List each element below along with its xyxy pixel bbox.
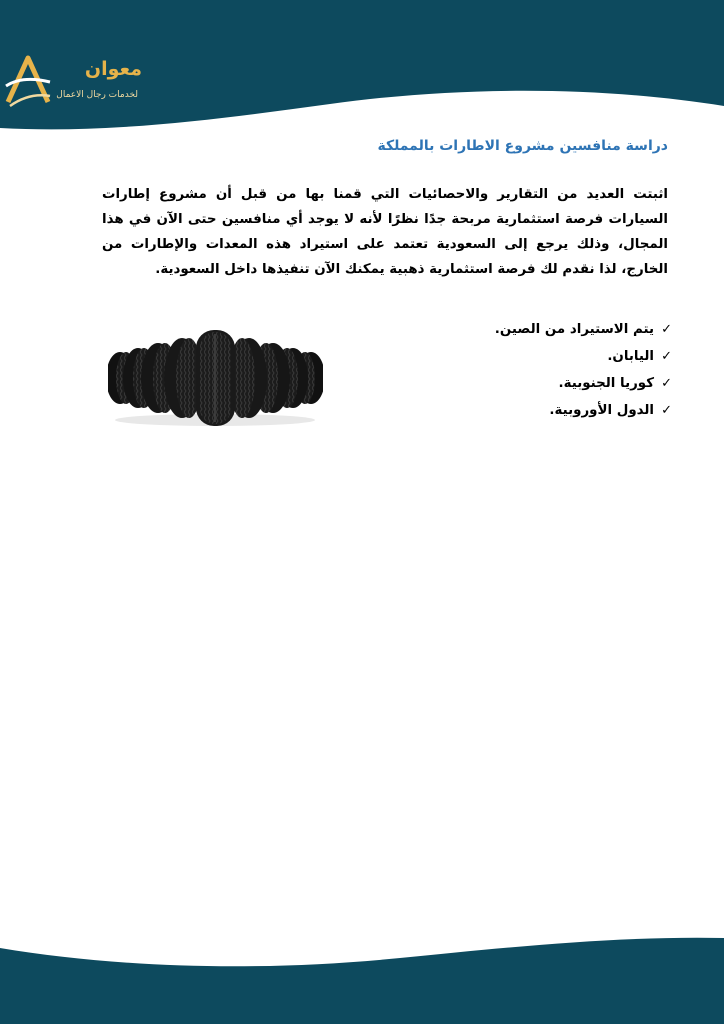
- brand-name: معوان: [84, 58, 142, 80]
- tyres-image: [108, 316, 323, 440]
- tyre-center: [196, 330, 235, 426]
- section-title: دراسة منافسين مشروع الاطارات بالمملكة: [377, 138, 668, 154]
- brand-tagline: لخدمات رجال الاعمال: [56, 90, 138, 100]
- list-item-text: الدول الأوروبية.: [549, 403, 654, 418]
- intro-paragraph: اثبتت العديد من التقارير والاحصائيات التي قمنا بها من قبل أن مشروع إطارات السيارات فرصة استثمارية مربحة جدًا نظرًا لأنه لا يوجد أي منافسين حتى الآن في هذا المجال، وذلك يرجع إلى السعودية تعتمد على استيراد هذه المعدات والإطارات من الخارج، لذا نقدم لك فرصة استثمارية ذهبية يمكنك الآن تنفيذها داخل السعودية.: [102, 187, 668, 277]
- check-icon: ✓: [661, 403, 672, 418]
- list-item: [372, 370, 672, 397]
- list-item: [372, 343, 672, 370]
- check-icon: ✓: [661, 349, 672, 364]
- list-item: [372, 316, 672, 343]
- import-sources-list: [372, 316, 672, 424]
- check-icon: ✓: [661, 376, 672, 391]
- brand-logo: [4, 50, 144, 112]
- list-item-text: كوريا الجنوبية.: [558, 376, 654, 391]
- footer-wave: [0, 914, 724, 1024]
- list-item: [372, 397, 672, 424]
- check-icon: ✓: [661, 322, 672, 337]
- list-item-text: يتم الاستيراد من الصين.: [494, 322, 654, 337]
- list-item-text: اليابان.: [607, 349, 654, 364]
